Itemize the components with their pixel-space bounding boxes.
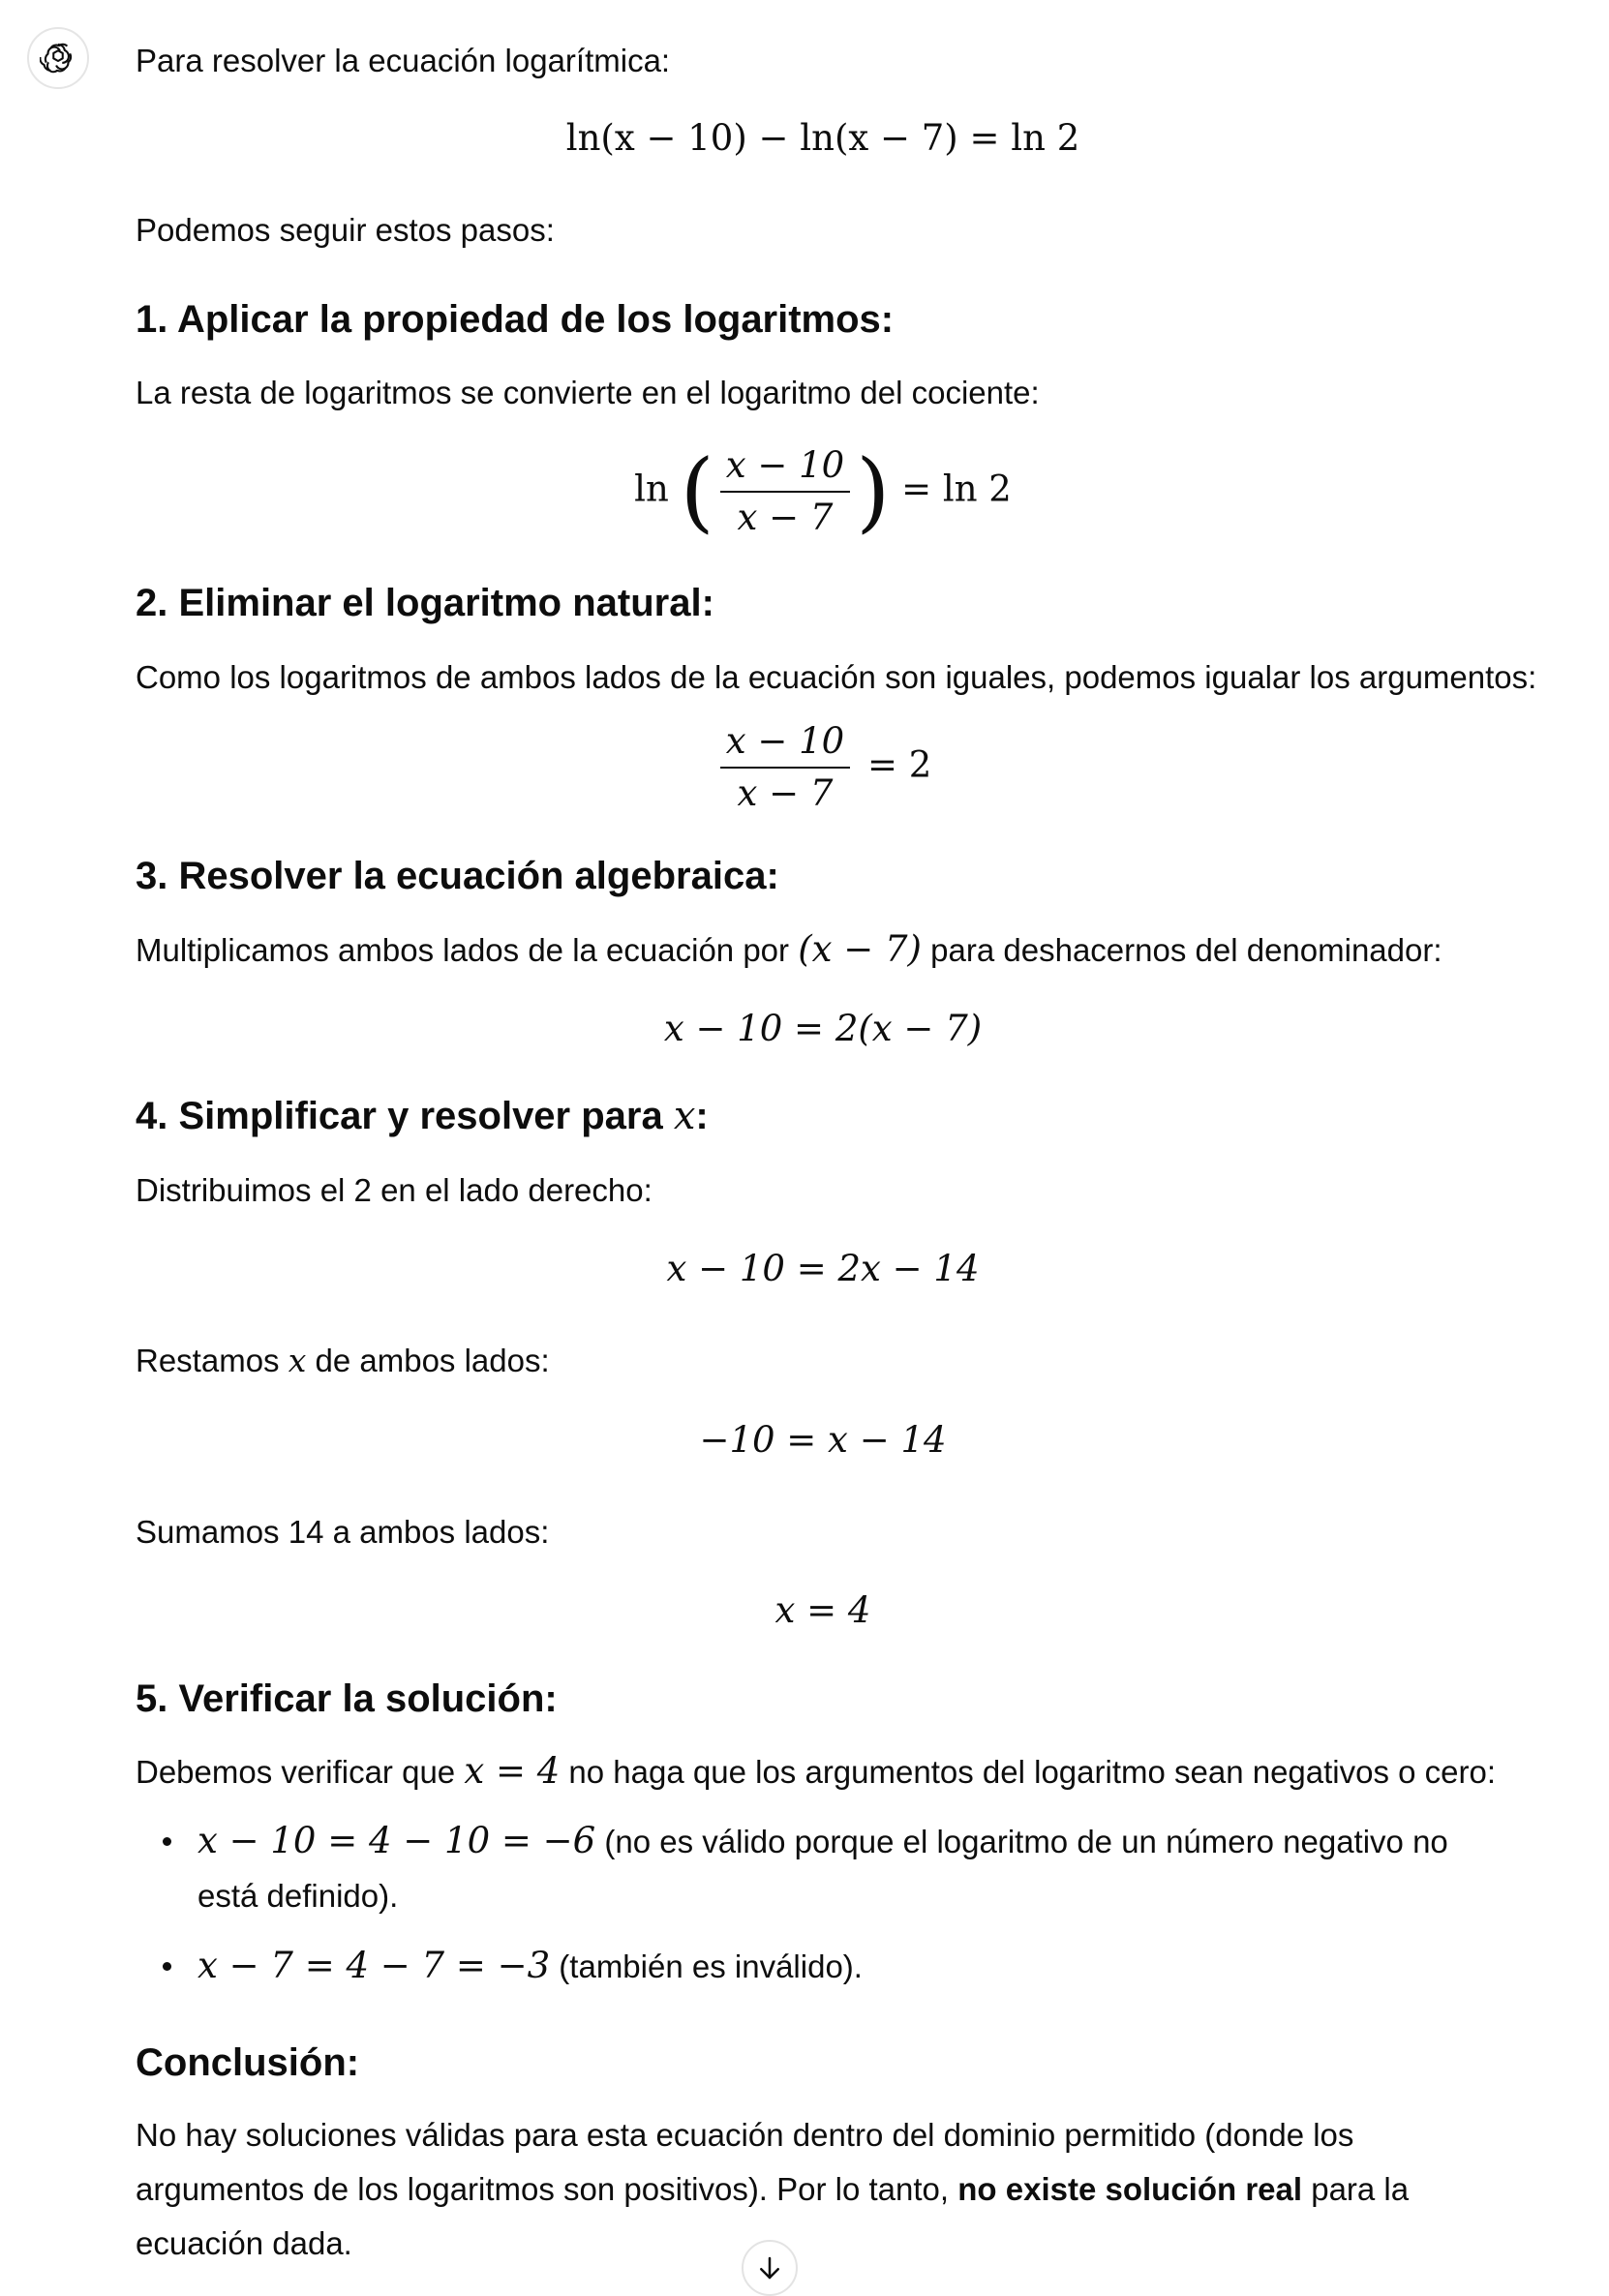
fraction-numerator: x − 10 [720, 716, 850, 769]
step5-inline-math: x = 4 [464, 1750, 561, 1792]
steps-intro-text: Podemos seguir estos pasos: [136, 212, 555, 248]
bullet1-math: x − 10 = 4 − 10 = −6 [197, 1820, 596, 1861]
step4-heading-end: : [695, 1095, 709, 1137]
step4-equation1: x − 10 = 2x − 14 [666, 1248, 980, 1289]
step4-heading-math: x [673, 1094, 696, 1138]
step1-heading: 1. Aplicar la propiedad de los logaritmos: [136, 298, 895, 341]
step5-text [136, 1744, 1496, 1799]
step4-text3: Sumamos 14 a ambos lados: [136, 1514, 550, 1550]
step4-heading-text: 4. Simplificar y resolver para [136, 1095, 674, 1137]
equation-main: ln(x − 10) − ln(x − 7) = ln 2 [565, 117, 1080, 159]
step3-text-after: para deshacernos del denominador: [922, 932, 1442, 968]
step3-inline-math: (x − 7) [798, 928, 922, 970]
conclusion-text [136, 2108, 1510, 2271]
step3-text [136, 922, 1442, 978]
step3-text-before: Multiplicamos ambos lados de la ecuación por [136, 932, 799, 968]
verification-list [136, 1814, 1510, 1994]
ln-operator: ln [634, 468, 669, 510]
conclusion-text-before: No hay soluciones válidas para esta ecuación dentro del dominio permitido (donde los argumentos de los logaritmos son positivos). Por lo tanto, [136, 2117, 1354, 2207]
intro-text: Para resolver la ecuación logarítmica: [136, 43, 671, 78]
step2-text: Como los logaritmos de ambos lados de la ecuación son iguales, podemos igualar los argumentos: [136, 659, 1537, 695]
conclusion-heading: Conclusión: [136, 2041, 360, 2084]
openai-logo-icon [40, 40, 76, 76]
step5-text-after: no haga que los argumentos del logaritmo sean negativos o cero: [560, 1754, 1497, 1790]
step1-equation [136, 440, 1510, 543]
step4-heading [136, 1089, 709, 1143]
bullet1-text: (no es válido porque el logaritmo de un número negativo no está definido). [197, 1824, 1448, 1914]
step5-text-before: Debemos verificar que [136, 1754, 465, 1790]
fraction-numerator: x − 10 [720, 440, 850, 493]
step5-heading: 5. Verificar la solución: [136, 1677, 558, 1720]
conclusion-bold: no existe solución real [957, 2171, 1303, 2207]
step4-equation2: −10 = x − 14 [699, 1419, 947, 1461]
fraction-denominator: x − 7 [737, 772, 834, 814]
scroll-to-bottom-button[interactable] [742, 2240, 798, 2296]
step3-heading: 3. Resolver la ecuación algebraica: [136, 855, 779, 897]
step2-heading: 2. Eliminar el logaritmo natural: [136, 582, 714, 624]
assistant-avatar [27, 27, 89, 89]
bullet2-text: (también es inválido). [550, 1949, 863, 1984]
step4-text2-before: Restamos [136, 1343, 288, 1378]
list-item [136, 1814, 1510, 1923]
step4-text1: Distribuimos el 2 en el lado derecho: [136, 1172, 653, 1208]
equation-rhs: = ln 2 [901, 468, 1012, 510]
step1-text: La resta de logaritmos se convierte en el logaritmo del cociente: [136, 375, 1040, 410]
step3-equation: x − 10 = 2(x − 7) [663, 1008, 983, 1049]
right-paren: ) [856, 440, 891, 543]
list-item [136, 1939, 1510, 1994]
fraction-denominator: x − 7 [737, 497, 834, 538]
fraction [720, 716, 850, 819]
step2-equation [136, 716, 1510, 819]
bullet2-math: x − 7 = 4 − 7 = −3 [197, 1945, 551, 1986]
arrow-down-icon [755, 2253, 784, 2282]
equation-rhs: = 2 [866, 743, 932, 786]
fraction [720, 440, 850, 543]
conclusion-text-after: para la ecuación dada. [136, 2171, 1410, 2261]
step4-text2 [136, 1334, 550, 1388]
step4-text2-after: de ambos lados: [306, 1343, 550, 1378]
step4-text2-math: x [288, 1342, 307, 1379]
left-paren: ( [680, 440, 714, 543]
step4-equation3: x = 4 [774, 1589, 871, 1631]
